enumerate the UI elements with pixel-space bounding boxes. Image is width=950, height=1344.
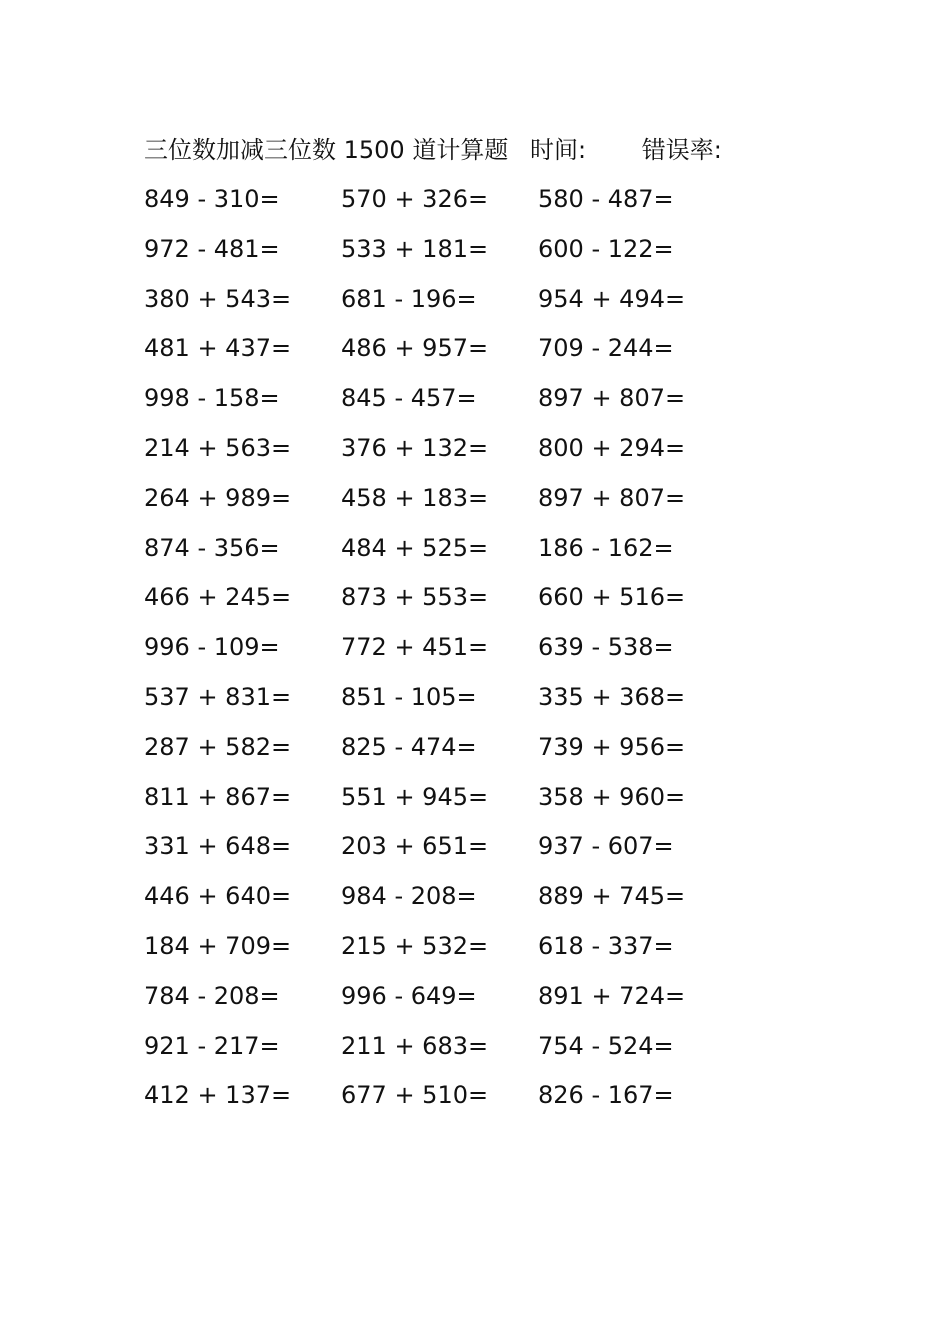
math-problem: 921 - 217= bbox=[144, 1031, 280, 1060]
math-problem: 537 + 831= bbox=[144, 682, 292, 711]
math-problem: 331 + 648= bbox=[144, 832, 292, 861]
math-problem: 203 + 651= bbox=[341, 832, 489, 861]
math-problem: 811 + 867= bbox=[144, 782, 292, 811]
math-problem: 215 + 532= bbox=[341, 931, 489, 960]
math-problem: 376 + 132= bbox=[341, 433, 489, 462]
math-problem: 873 + 553= bbox=[341, 583, 489, 612]
math-problem: 889 + 745= bbox=[538, 882, 686, 911]
math-problem: 739 + 956= bbox=[538, 732, 686, 761]
math-problem: 551 + 945= bbox=[341, 782, 489, 811]
math-problem: 186 - 162= bbox=[538, 533, 674, 562]
math-problem: 458 + 183= bbox=[341, 483, 489, 512]
math-problem: 481 + 437= bbox=[144, 334, 292, 363]
math-problem: 486 + 957= bbox=[341, 334, 489, 363]
math-problem: 826 - 167= bbox=[538, 1081, 674, 1110]
math-problem: 984 - 208= bbox=[341, 882, 477, 911]
math-problem: 800 + 294= bbox=[538, 433, 686, 462]
math-problem: 754 - 524= bbox=[538, 1031, 674, 1060]
math-problem: 639 - 538= bbox=[538, 633, 674, 662]
math-problem: 570 + 326= bbox=[341, 185, 489, 213]
math-problem: 996 - 109= bbox=[144, 633, 280, 662]
math-problem: 287 + 582= bbox=[144, 732, 292, 761]
math-problem: 784 - 208= bbox=[144, 981, 280, 1010]
math-problem: 380 + 543= bbox=[144, 284, 292, 313]
math-problem: 358 + 960= bbox=[538, 782, 686, 811]
math-problem: 184 + 709= bbox=[144, 931, 292, 960]
math-problem: 996 - 649= bbox=[341, 981, 477, 1010]
math-problem: 998 - 158= bbox=[144, 384, 280, 413]
math-problem: 533 + 181= bbox=[341, 234, 489, 263]
math-problem: 618 - 337= bbox=[538, 931, 674, 960]
math-problem: 954 + 494= bbox=[538, 284, 686, 313]
math-problem: 845 - 457= bbox=[341, 384, 477, 413]
math-problem: 851 - 105= bbox=[341, 682, 477, 711]
math-problem: 412 + 137= bbox=[144, 1081, 292, 1110]
time-label: 时间: bbox=[529, 136, 587, 164]
worksheet-header bbox=[144, 132, 722, 168]
math-problem: 580 - 487= bbox=[538, 185, 674, 213]
math-problem: 937 - 607= bbox=[538, 832, 674, 861]
math-problem: 214 + 563= bbox=[144, 433, 292, 462]
error-rate-label: 错误率: bbox=[641, 136, 722, 164]
math-problem: 211 + 683= bbox=[341, 1031, 489, 1060]
math-problem: 264 + 989= bbox=[144, 483, 292, 512]
math-problem: 600 - 122= bbox=[538, 234, 674, 263]
math-problem: 897 + 807= bbox=[538, 483, 686, 512]
worksheet-title: 三位数加减三位数 1500 道计算题 bbox=[144, 136, 509, 164]
math-problem: 681 - 196= bbox=[341, 284, 477, 313]
math-problem: 891 + 724= bbox=[538, 981, 686, 1010]
math-problem: 825 - 474= bbox=[341, 732, 477, 761]
math-problem: 466 + 245= bbox=[144, 583, 292, 612]
math-problem: 677 + 510= bbox=[341, 1081, 489, 1110]
problem-grid bbox=[144, 181, 735, 1127]
math-problem: 849 - 310= bbox=[144, 185, 280, 213]
math-problem: 972 - 481= bbox=[144, 234, 280, 263]
math-problem: 897 + 807= bbox=[538, 384, 686, 413]
math-problem: 335 + 368= bbox=[538, 682, 686, 711]
math-problem: 709 - 244= bbox=[538, 334, 674, 363]
math-problem: 772 + 451= bbox=[341, 633, 489, 662]
math-problem: 660 + 516= bbox=[538, 583, 686, 612]
math-problem: 446 + 640= bbox=[144, 882, 292, 911]
math-problem: 484 + 525= bbox=[341, 533, 489, 562]
math-problem: 874 - 356= bbox=[144, 533, 280, 562]
